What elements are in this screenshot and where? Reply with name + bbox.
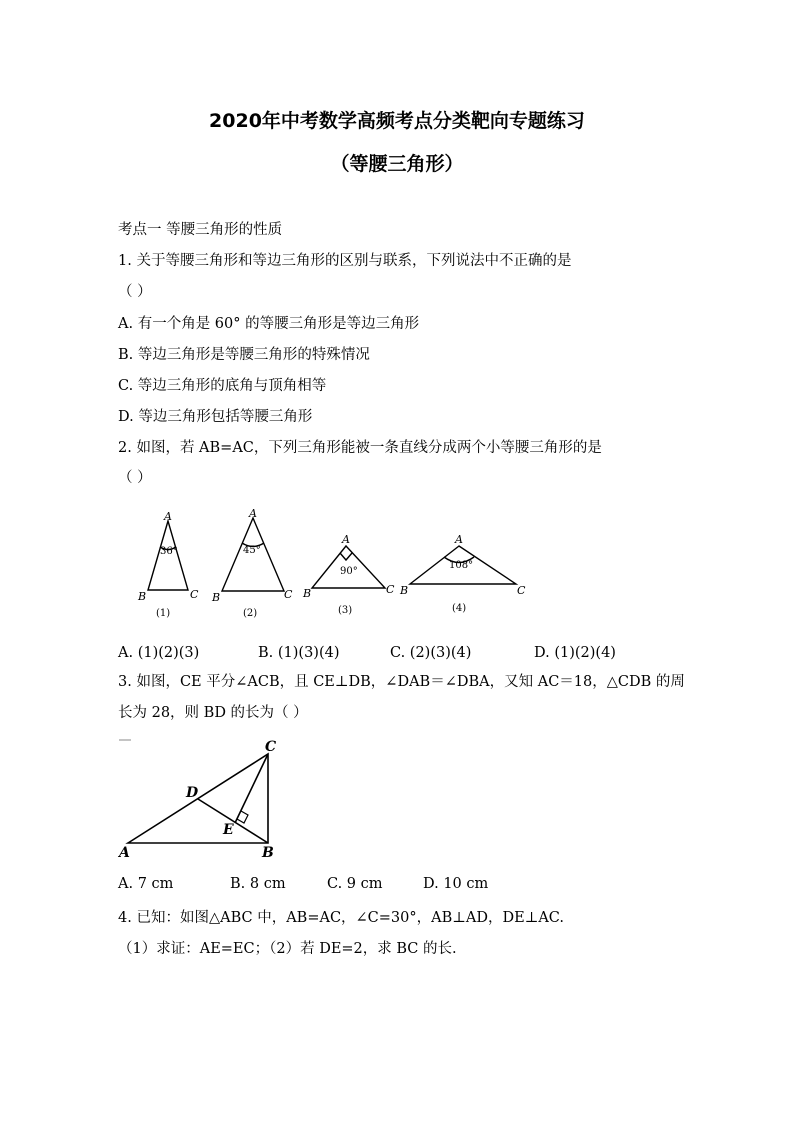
tri1-angle-label: 36° bbox=[160, 546, 178, 557]
tri1-caption: (1) bbox=[156, 608, 171, 619]
q3-label-b: B bbox=[262, 845, 274, 861]
q3-label-a: A bbox=[119, 845, 130, 861]
tri1-label-b: B bbox=[138, 590, 147, 603]
q2-option-d: D. (1)(2)(4) bbox=[534, 645, 616, 661]
page-title: 2020年中考数学高频考点分类靶向专题练习 bbox=[209, 110, 585, 132]
q4-stem: 4. 已知：如图△ABC 中，AB=AC，∠C=30°，AB⊥AD，DE⊥AC. bbox=[118, 910, 564, 926]
tri2-label-c: C bbox=[284, 588, 293, 601]
section-heading: 考点一 等腰三角形的性质 bbox=[118, 222, 283, 238]
q3-label-e: E bbox=[223, 822, 234, 838]
tri3-caption: (3) bbox=[338, 605, 353, 616]
tri1-label-a: A bbox=[164, 510, 172, 523]
q3-label-c: C bbox=[265, 739, 277, 755]
q1-option-b: B. 等边三角形是等腰三角形的特殊情况 bbox=[118, 347, 370, 363]
q2-option-a: A. (1)(2)(3) bbox=[118, 645, 200, 661]
q2-option-b: B. (1)(3)(4) bbox=[258, 645, 340, 661]
tri1-label-c: C bbox=[190, 588, 199, 601]
q2-option-c: C. (2)(3)(4) bbox=[390, 645, 472, 661]
tri2-label-b: B bbox=[212, 591, 221, 604]
tri4-label-a: A bbox=[455, 533, 463, 546]
tri4-angle-label: 108° bbox=[449, 560, 474, 571]
q3-label-d: D bbox=[186, 785, 199, 801]
q1-option-d: D. 等边三角形包括等腰三角形 bbox=[118, 409, 313, 425]
q3-option-c: C. 9 cm bbox=[327, 876, 383, 892]
q1-option-c: C. 等边三角形的底角与顶角相等 bbox=[118, 378, 327, 394]
q3-option-d: D. 10 cm bbox=[423, 876, 489, 892]
triangle-3-right-angle-mark bbox=[340, 553, 352, 560]
q2-triangles-figure bbox=[0, 500, 794, 625]
q1-option-a: A. 有一个角是 60° 的等腰三角形是等边三角形 bbox=[118, 316, 420, 332]
q3-triangle-figure bbox=[0, 730, 794, 865]
q3-option-b: B. 8 cm bbox=[230, 876, 286, 892]
q1-stem: 1. 关于等腰三角形和等边三角形的区别与联系，下列说法中不正确的是 bbox=[118, 253, 572, 269]
tri4-label-c: C bbox=[517, 584, 526, 597]
tri2-angle-label: 45° bbox=[243, 545, 261, 556]
q3-stem-line1: 3. 如图，CE 平分∠ACB，且 CE⊥DB，∠DAB＝∠DBA，又知 AC＝18，△CDB 的周 bbox=[118, 674, 685, 690]
q1-answer-blank: （ ） bbox=[118, 284, 152, 300]
tri3-label-b: B bbox=[303, 587, 312, 600]
q3-stem-line2: 长为 28，则 BD 的长为（ ） bbox=[118, 705, 308, 721]
tri2-label-a: A bbox=[249, 507, 257, 520]
page-subtitle: （等腰三角形） bbox=[330, 153, 464, 175]
tri3-label-c: C bbox=[386, 583, 395, 596]
q4-parts: （1）求证：AE=EC；（2）若 DE=2，求 BC 的长. bbox=[118, 941, 457, 957]
tri3-label-a: A bbox=[342, 533, 350, 546]
q2-answer-blank: （ ） bbox=[118, 470, 152, 486]
tri4-caption: (4) bbox=[452, 603, 467, 614]
tri3-angle-label: 90° bbox=[340, 566, 358, 577]
tri4-label-b: B bbox=[400, 584, 409, 597]
q3-option-a: A. 7 cm bbox=[118, 876, 174, 892]
q2-stem: 2. 如图，若 AB=AC，下列三角形能被一条直线分成两个小等腰三角形的是 bbox=[118, 440, 602, 456]
tri2-caption: (2) bbox=[243, 608, 258, 619]
